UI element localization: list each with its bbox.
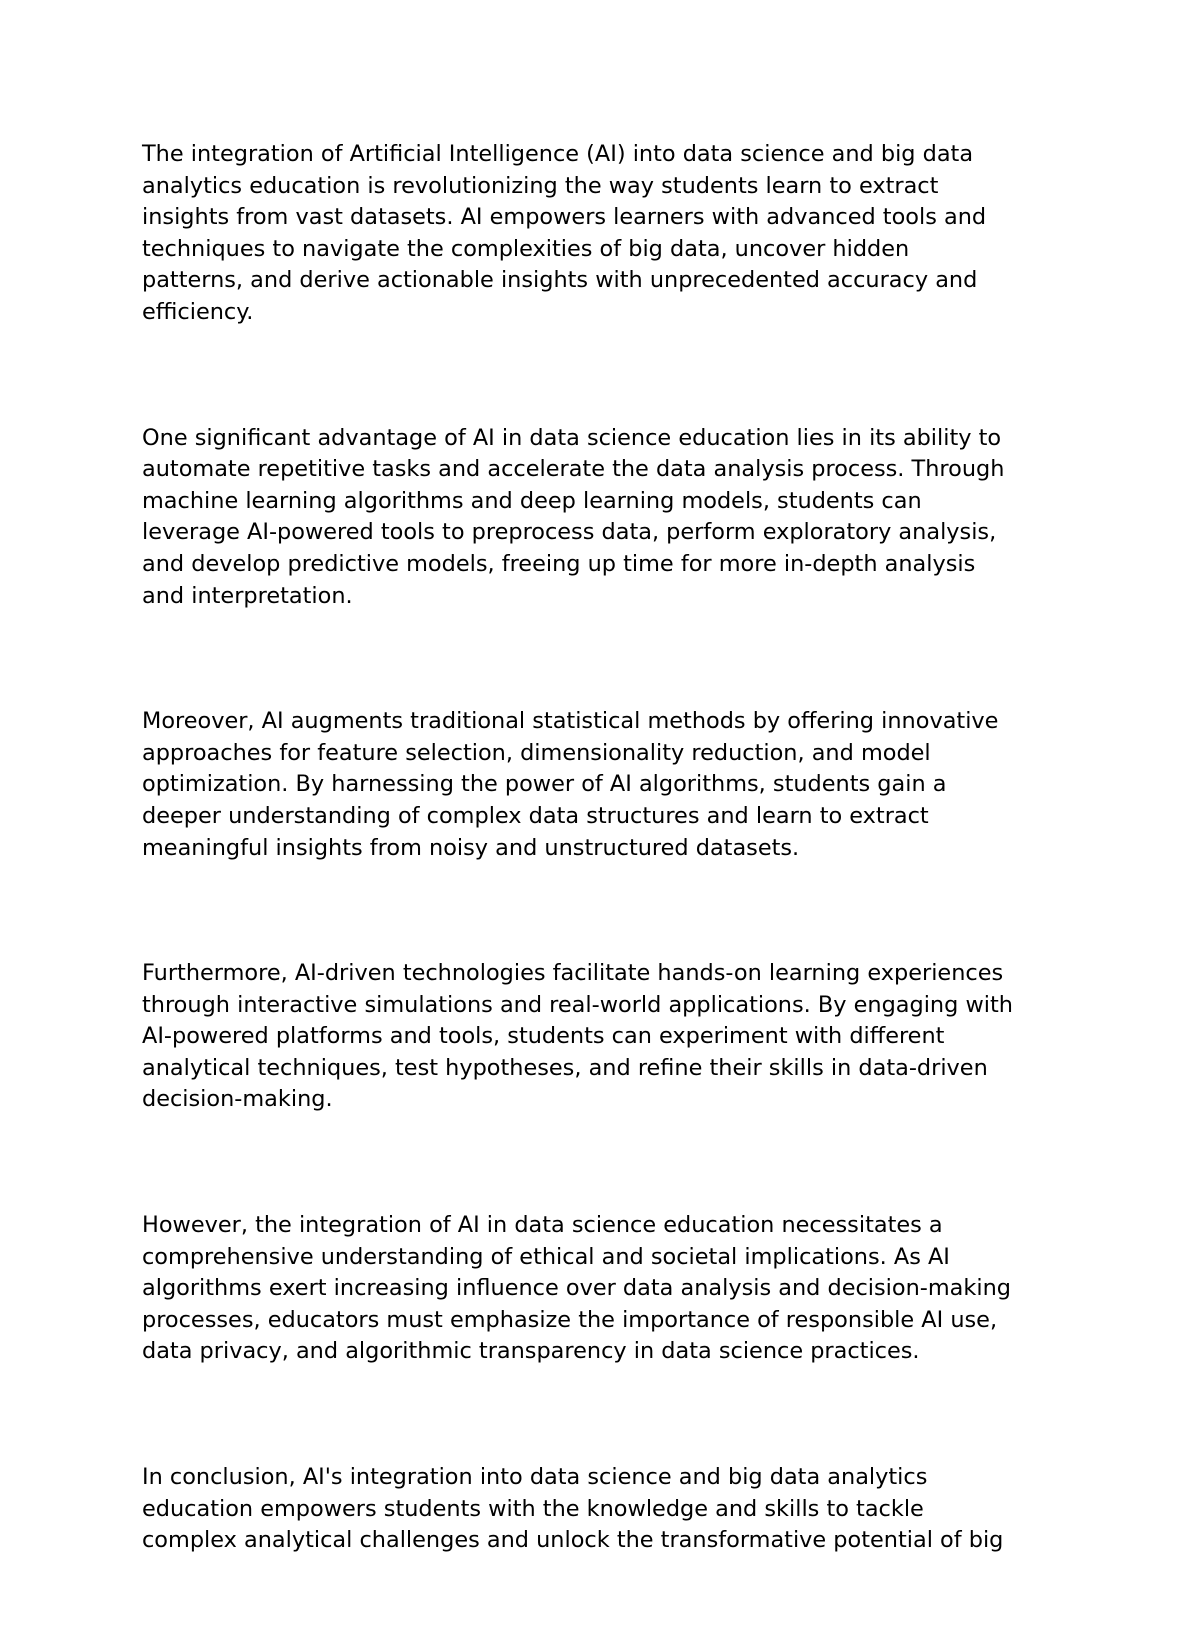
- text-line: insights from vast datasets. AI empowers learners with advanced tools and: [142, 204, 987, 231]
- text-line: processes, educators must emphasize the importance of responsible AI use,: [142, 1306, 998, 1333]
- paragraph-intro: [142, 139, 1072, 329]
- text-line: Furthermore, AI-driven technologies facilitate hands-on learning experiences: [142, 960, 1004, 987]
- text-line: Moreover, AI augments traditional statistical methods by offering innovative: [142, 708, 999, 735]
- text-line: In conclusion, AI's integration into data science and big data analytics: [142, 1464, 928, 1491]
- text-line: analytics education is revolutionizing the way students learn to extract: [142, 172, 939, 199]
- text-line: deeper understanding of complex data structures and learn to extract: [142, 802, 929, 829]
- text-line: complex analytical challenges and unlock the transformative potential of big: [142, 1527, 1004, 1554]
- paragraph-moreover: [142, 706, 1072, 864]
- paragraph-conclusion: [142, 1462, 1072, 1557]
- text-line: leverage AI-powered tools to preprocess data, perform exploratory analysis,: [142, 519, 997, 546]
- text-line: automate repetitive tasks and accelerate the data analysis process. Through: [142, 456, 1005, 483]
- text-line: meaningful insights from noisy and unstructured datasets.: [142, 834, 800, 861]
- text-line: algorithms exert increasing influence over data analysis and decision-making: [142, 1275, 1011, 1302]
- text-line: patterns, and derive actionable insights with unprecedented accuracy and: [142, 267, 978, 294]
- text-line: and interpretation.: [142, 582, 353, 609]
- paragraph-advantage: [142, 423, 1072, 613]
- text-line: However, the integration of AI in data science education necessitates a: [142, 1212, 943, 1239]
- text-line: through interactive simulations and real-world applications. By engaging with: [142, 991, 1013, 1018]
- text-line: education empowers students with the knowledge and skills to tackle: [142, 1495, 924, 1522]
- text-line: optimization. By harnessing the power of AI algorithms, students gain a: [142, 771, 947, 798]
- text-line: comprehensive understanding of ethical and societal implications. As AI: [142, 1243, 950, 1270]
- text-line: data privacy, and algorithmic transparency in data science practices.: [142, 1338, 920, 1365]
- text-line: approaches for feature selection, dimensionality reduction, and model: [142, 739, 931, 766]
- text-line: The integration of Artificial Intelligence (AI) into data science and big data: [142, 141, 974, 167]
- text-line: efficiency.: [142, 298, 254, 325]
- document-body: [142, 139, 1072, 1651]
- paragraph-however: [142, 1210, 1072, 1368]
- text-line: and develop predictive models, freeing up time for more in-depth analysis: [142, 550, 976, 577]
- text-line: decision-making.: [142, 1086, 333, 1113]
- text-line: techniques to navigate the complexities of big data, uncover hidden: [142, 235, 910, 262]
- text-line: analytical techniques, test hypotheses, and refine their skills in data-driven: [142, 1054, 988, 1081]
- text-line: One significant advantage of AI in data science education lies in its ability to: [142, 424, 1002, 451]
- text-line: machine learning algorithms and deep learning models, students can: [142, 487, 922, 514]
- text-line: AI-powered platforms and tools, students can experiment with different: [142, 1023, 945, 1050]
- paragraph-furthermore: [142, 958, 1072, 1116]
